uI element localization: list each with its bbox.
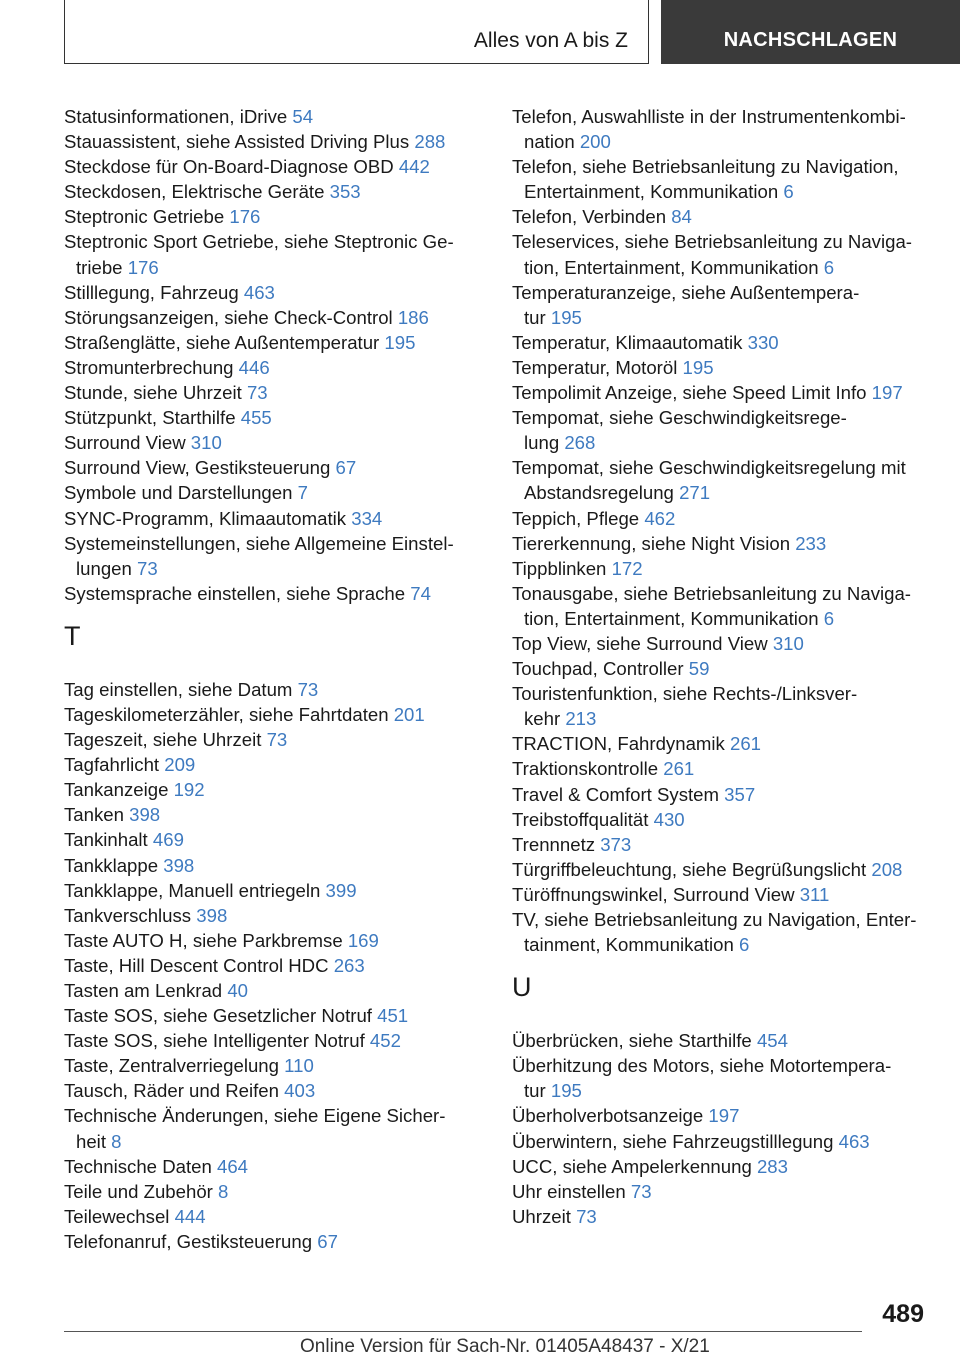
index-entry [64,1053,489,1078]
footer-online-version: Online Version für Sach-Nr. 01405A48437 - X/21 [300,1336,710,1357]
index-page-link[interactable]: 261 [663,758,695,780]
index-entry-term: Überholverbotsanzeige [512,1105,709,1127]
index-entry-term: UCC, siehe Ampelerkennung [512,1155,757,1177]
index-page-link[interactable]: 310 [190,432,222,454]
index-entry-term: Tag einstellen, siehe Datum [64,678,298,700]
index-page-link[interactable]: 454 [756,1030,788,1052]
index-entry-term: Touristenfunktion, siehe Rechts-/Linksver- [512,683,858,705]
index-entry-term: Statusinformationen, iDrive [64,106,293,127]
index-entry [512,280,937,330]
footer-divider [64,1331,862,1332]
index-page-link[interactable]: 268 [564,432,596,454]
index-entry-term-continued: kehr [524,708,566,730]
index-entry-term: Treibstoffqualität [512,808,654,830]
index-entry-term: Tempolimit Anzeige, siehe Speed Limit Info [512,382,872,404]
index-page-link[interactable]: 452 [369,1030,401,1052]
index-entry-term: Surround View [64,432,191,454]
index-entry-term: Telefon, Verbinden [512,206,672,228]
header-frame [64,0,649,64]
index-entry [512,782,937,807]
index-page-link[interactable]: 209 [164,754,196,776]
index-entry-term: Teile und Zubehör [64,1180,219,1202]
index-entry [512,1204,937,1229]
index-letter-heading: T [64,620,81,651]
index-entry-term: Steptronic Getriebe [64,206,230,228]
index-entry [512,581,937,631]
index-entry-term: SYNC-Programm, Klimaautomatik [64,507,352,529]
index-page-link[interactable]: 6 [823,607,835,629]
index-entry-term: Teleservices, siehe Betriebsanleitung zu Naviga- [512,231,912,253]
index-entry-term: Tagfahrlicht [64,754,165,776]
index-page-link[interactable]: 73 [576,1205,597,1227]
index-entry [64,531,489,581]
index-page-link[interactable]: 195 [550,306,582,328]
index-entry [512,506,937,531]
index-entry [64,380,489,405]
index-entry-term: Taste AUTO H, siehe Parkbremse [64,929,348,951]
index-page-link[interactable]: 74 [410,582,431,604]
index-page-link[interactable]: 172 [611,557,643,579]
index-entry-term: TV, siehe Betriebsanleitung zu Navigation, Enter- [512,909,917,930]
index-entry [512,1179,937,1204]
index-entry [512,556,937,581]
index-entry [512,204,937,229]
index-entry [512,405,937,455]
index-page-link[interactable]: 169 [347,929,379,951]
index-entry-term: Türgriffbeleuchtung, siehe Begrüßungslicht [512,858,872,880]
index-entry [64,827,489,852]
index-page-link[interactable]: 261 [730,733,762,755]
index-entry-term: Telefon, siehe Betriebsanleitung zu Navigation, [512,156,899,178]
index-entry-term: Trennnetz [512,833,601,855]
index-entry [512,380,937,405]
index-page-link[interactable]: 73 [266,729,288,751]
index-entry [64,581,489,606]
index-entry-term: Stromunterbrechung [64,356,239,378]
index-page-link[interactable]: 233 [795,532,827,554]
index-page-link[interactable]: 444 [174,1205,206,1227]
index-entry-term: Tageszeit, siehe Uhrzeit [64,729,267,751]
index-entry-term: Temperatur, Motoröl [512,356,683,378]
index-page-link[interactable]: 430 [653,808,685,830]
index-entry-term: Technische Daten [64,1155,217,1177]
index-entry [512,832,937,857]
index-entry-term: Systemeinstellungen, siehe Allgemeine Einstel- [64,532,454,554]
index-entry [512,807,937,832]
index-page-link[interactable]: 192 [173,779,205,801]
index-page-link[interactable]: 84 [671,206,692,228]
index-page-link[interactable]: 67 [317,1230,338,1252]
index-entry-term: Überbrücken, siehe Starthilfe [512,1030,757,1052]
index-column-left [64,104,489,1254]
index-entry-term-continued: heit [76,1130,112,1152]
index-entry-term: Top View, siehe Surround View [512,632,773,654]
index-page-link[interactable]: 398 [163,854,195,876]
index-entry-term: Travel & Comfort System [512,783,725,805]
index-entry [64,104,489,129]
index-entry [512,531,937,556]
index-entry-term: Telefon, Auswahlliste in der Instrumentenkombi- [512,106,906,127]
index-entry-term: Überwintern, siehe Fahrzeugstilllegung [512,1130,839,1152]
index-entry [512,154,937,204]
index-entry [64,853,489,878]
index-page-link[interactable]: 283 [756,1155,788,1177]
index-entry [64,1229,489,1254]
index-entry [64,229,489,279]
index-page-link[interactable]: 399 [325,879,357,901]
index-page-link[interactable]: 186 [397,306,429,328]
index-page-link[interactable]: 310 [772,632,804,654]
index-entry [64,903,489,928]
index-entry [512,1154,937,1179]
index-page-link[interactable]: 7 [297,482,308,504]
index-entry-term: Tausch, Räder und Reifen [64,1080,285,1102]
index-page-link[interactable]: 463 [838,1130,870,1152]
index-entry-term: TRACTION, Fahrdynamik [512,733,730,755]
index-page-link[interactable]: 263 [333,954,365,976]
index-entry-term: Uhrzeit [512,1205,577,1227]
index-entry-term: Tankverschluss [64,904,197,926]
index-entry-term-continued: tainment, Kommunikation [524,934,739,956]
index-entry-term-continued: lungen [76,557,138,579]
index-page-link[interactable]: 8 [218,1180,229,1202]
index-entry-term: Tankklappe, Manuell entriegeln [64,879,326,901]
index-page-link[interactable]: 6 [823,256,835,278]
index-entry-term: Traktionskontrolle [512,758,664,780]
index-page-link[interactable]: 6 [783,181,794,203]
index-entry [512,104,937,154]
index-entry-term: Taste SOS, siehe Gesetzlicher Notruf [64,1005,378,1027]
index-entry [64,777,489,802]
index-page-link[interactable]: 54 [292,106,314,127]
index-entry-term: Uhr einstellen [512,1180,631,1202]
index-page-link[interactable]: 67 [335,457,357,479]
index-page-link[interactable]: 464 [216,1155,249,1177]
index-entry-term: Straßenglätte, siehe Außentemperatur [64,331,385,353]
index-entry [64,1179,489,1204]
index-entry-term: Taste, Hill Descent Control HDC [64,954,334,976]
index-entry [512,731,937,756]
index-entry-term: Temperatur, Klimaautomatik [512,331,748,353]
index-entry-term: Tempomat, siehe Geschwindigkeitsregelung mit [512,457,906,479]
index-entry [512,882,937,907]
index-entry [512,355,937,380]
index-page-link[interactable]: 73 [246,382,268,404]
index-entry [64,953,489,978]
index-page-link[interactable]: 201 [393,703,425,725]
index-entry [64,506,489,531]
index-page-link[interactable]: 353 [329,181,361,203]
header-section-title: Alles von A bis Z [473,29,628,52]
index-page-link[interactable]: 330 [747,331,779,353]
index-entry [64,702,489,727]
index-entry [64,280,489,305]
index-entry-term: Teppich, Pflege [512,507,645,529]
index-entry [64,1003,489,1028]
index-entry-term: Tempomat, siehe Geschwindigkeitsrege- [512,407,847,429]
index-page-link[interactable]: 455 [240,407,272,429]
index-page-link[interactable]: 373 [600,833,632,855]
index-page-link[interactable]: 8 [111,1130,122,1152]
index-page-link[interactable]: 446 [238,356,270,378]
index-entry [512,1129,937,1154]
index-entry [64,305,489,330]
index-entry-term-continued: Abstandsregelung [524,482,680,504]
index-page-link[interactable]: 73 [630,1180,652,1202]
index-page-link[interactable]: 6 [738,934,750,956]
index-page-link[interactable]: 176 [229,206,261,228]
index-entry-term: Tasten am Lenkrad [64,980,228,1001]
index-entry-term: Tanken [64,804,130,826]
index-entry [512,681,937,731]
index-page-link[interactable]: 195 [384,331,416,353]
index-page-link[interactable]: 451 [377,1005,409,1027]
index-entry [64,154,489,179]
index-page-link[interactable]: 462 [644,507,676,529]
index-column-right [512,104,937,1229]
index-page-link[interactable]: 311 [799,883,830,905]
index-page-link[interactable]: 357 [724,783,756,805]
index-entry-term-continued: lung [524,432,565,454]
index-entry [64,129,489,154]
index-entry-term: Temperaturanzeige, siehe Außentempera- [512,281,860,303]
index-page-link[interactable]: 398 [129,804,161,826]
index-entry [512,229,937,279]
index-entry [512,1028,937,1053]
index-entry-term-continued: Entertainment, Kommunikation [524,181,784,203]
header-tab: NACHSCHLAGEN [661,0,960,64]
index-entry-term-continued: tion, Entertainment, Kommunikation [524,607,824,629]
index-entry-term: Stauassistent, siehe Assisted Driving Plus [64,131,415,153]
index-entry-term: Stilllegung, Fahrzeug [64,281,244,303]
index-entry-term-continued: nation [524,131,580,153]
index-entry [64,204,489,229]
index-entry-term: Steckdose für On-Board-Diagnose OBD [64,156,399,178]
index-page-link[interactable]: 197 [708,1105,740,1127]
index-entry [512,455,937,505]
index-page-link[interactable]: 213 [565,708,597,730]
index-entry [64,1078,489,1103]
index-entry-term: Telefonanruf, Gestiksteuerung [64,1230,318,1252]
index-entry [512,1053,937,1103]
index-entry [64,355,489,380]
index-entry-term: Türöffnungswinkel, Surround View [512,883,800,905]
index-page-link[interactable]: 195 [550,1080,582,1102]
index-page-link[interactable]: 463 [243,281,275,303]
index-entry [512,1103,937,1128]
index-entry-term: Symbole und Darstellungen [64,482,298,504]
index-entry [64,978,489,1003]
index-entry [64,727,489,752]
index-entry [64,430,489,455]
index-entry [64,878,489,903]
index-page-link[interactable]: 73 [137,557,158,579]
index-entry-term: Teilewechsel [64,1205,175,1227]
index-entry [512,756,937,781]
index-page-link[interactable]: 469 [152,829,184,851]
index-page-link[interactable]: 403 [284,1080,316,1102]
index-entry [64,1154,489,1179]
index-page-link[interactable]: 208 [871,858,903,880]
index-entry-term: Tankklappe [64,854,164,876]
index-entry-term-continued: tur [524,306,551,328]
index-page-link[interactable]: 197 [871,382,903,404]
index-entry-term: Tankanzeige [64,779,174,801]
index-entry-term: Tippblinken [512,557,612,579]
index-entry [64,330,489,355]
index-entry-term: Touchpad, Controller [512,658,689,680]
index-entry [512,631,937,656]
index-page-link[interactable]: 334 [351,507,383,529]
index-entry-term: Tonausgabe, siehe Betriebsanleitung zu Naviga- [512,582,911,604]
page-number: 489 [882,1300,924,1328]
index-entry-term: Steptronic Sport Getriebe, siehe Steptronic Ge- [64,231,454,253]
index-entry-term-continued: tur [524,1080,551,1102]
index-entry [64,928,489,953]
index-entry [64,1204,489,1229]
index-entry-term: Überhitzung des Motors, siehe Motortempera- [512,1055,892,1077]
index-page-link[interactable]: 288 [414,131,446,153]
index-entry-term-continued: triebe [76,256,128,278]
index-entry [512,857,937,882]
index-entry [512,330,937,355]
index-entry-term: Tageskilometerzähler, siehe Fahrtdaten [64,703,394,725]
index-entry-term: Steckdosen, Elektrische Geräte [64,181,330,203]
index-entry [64,480,489,505]
index-entry [64,455,489,480]
index-page-link[interactable]: 73 [297,678,319,700]
index-page-link[interactable]: 195 [682,356,714,378]
index-entry-term: Taste, Zentralverriegelung [64,1055,285,1077]
index-entry [512,907,937,957]
index-page-link[interactable]: 59 [688,658,710,680]
index-entry [512,656,937,681]
index-letter-heading: U [512,972,532,1003]
index-page-link[interactable]: 442 [398,156,430,178]
index-page-link[interactable]: 398 [196,904,228,926]
index-entry-term: Tankinhalt [64,829,153,851]
index-page-link[interactable]: 271 [679,482,711,504]
index-entry [64,677,489,702]
index-page-link[interactable]: 200 [579,131,611,153]
index-page-link[interactable]: 110 [284,1055,314,1077]
index-entry-term: Störungsanzeigen, siehe Check-Control [64,306,398,328]
index-entry-term: Taste SOS, siehe Intelligenter Notruf [64,1030,370,1052]
index-entry-term: Stunde, siehe Uhrzeit [64,382,247,404]
index-entry-term: Surround View, Gestiksteuerung [64,457,336,479]
index-entry-term: Tiererkennung, siehe Night Vision [512,532,796,554]
index-entry-term: Technische Änderungen, siehe Eigene Sicher- [64,1105,446,1127]
index-page-link[interactable]: 176 [127,256,159,278]
index-entry [64,1103,489,1153]
index-page-link[interactable]: 40 [227,980,248,1001]
index-entry-term: Systemsprache einstellen, siehe Sprache [64,582,411,604]
index-entry [64,405,489,430]
index-entry-term-continued: tion, Entertainment, Kommunikation [524,256,824,278]
index-entry-term: Stützpunkt, Starthilfe [64,407,241,429]
index-entry [64,179,489,204]
index-entry [64,752,489,777]
index-entry [64,1028,489,1053]
index-entry [64,802,489,827]
